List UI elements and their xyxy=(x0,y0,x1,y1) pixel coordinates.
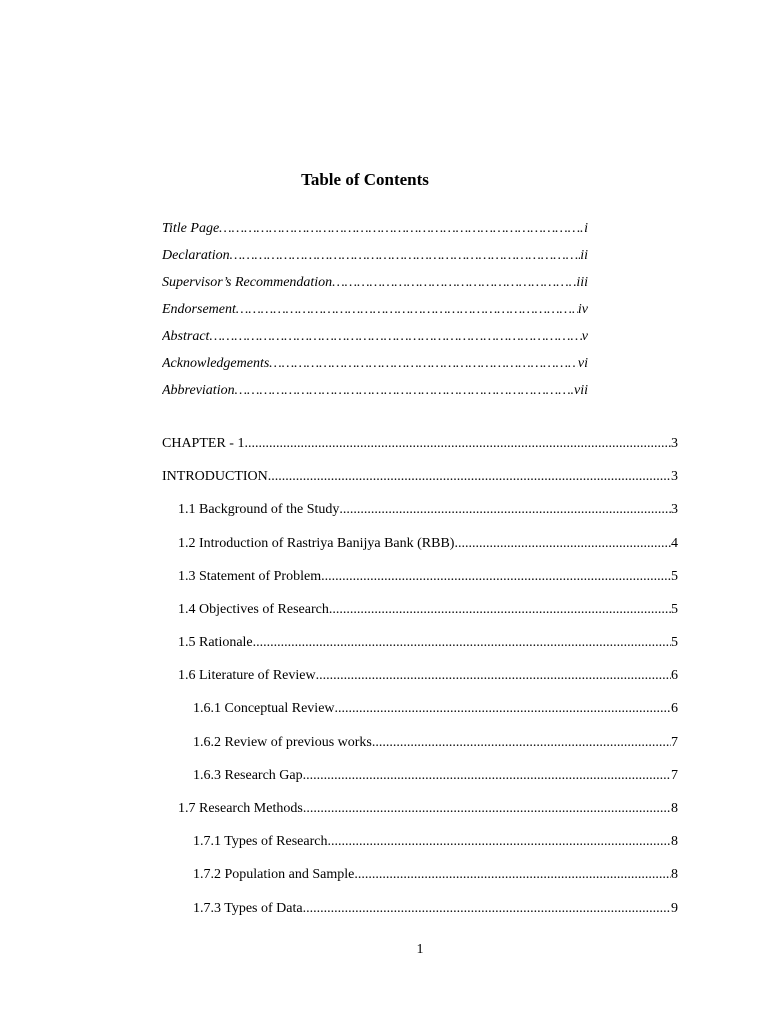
dot-leader xyxy=(303,767,671,785)
dot-leader xyxy=(269,355,578,373)
dot-leader xyxy=(230,247,581,265)
dot-leader xyxy=(236,301,578,319)
toc-entry-label: 1.4 Objectives of Research xyxy=(178,602,329,617)
toc-entry-label: INTRODUCTION xyxy=(162,469,268,484)
toc-page-number: 7 xyxy=(671,735,678,750)
toc-section-1-6-3[interactable] xyxy=(193,767,678,785)
dot-leader xyxy=(235,382,574,400)
toc-page-number: ii xyxy=(580,248,588,263)
dot-leader xyxy=(316,667,671,685)
toc-front-endorsement[interactable] xyxy=(162,301,588,319)
dot-leader xyxy=(354,866,671,884)
toc-page-number: iv xyxy=(577,302,588,317)
toc-entry-label: 1.7 Research Methods xyxy=(178,801,303,816)
toc-page-number: 3 xyxy=(671,436,678,451)
dot-leader xyxy=(303,900,671,918)
toc-section-1-6-1[interactable] xyxy=(193,700,678,718)
toc-entry-label: 1.6.3 Research Gap xyxy=(193,768,303,783)
toc-entry-label: 1.5 Rationale xyxy=(178,635,253,650)
toc-section-1-6-2[interactable] xyxy=(193,734,678,752)
dot-leader xyxy=(372,734,671,752)
toc-page-number: 7 xyxy=(671,768,678,783)
dot-leader xyxy=(268,468,671,486)
toc-page-number: 3 xyxy=(671,502,678,517)
toc-front-title-page[interactable] xyxy=(162,220,588,238)
dot-leader xyxy=(327,833,671,851)
toc-front-declaration[interactable] xyxy=(162,247,588,265)
toc-section-1-1[interactable] xyxy=(178,501,678,519)
toc-introduction[interactable] xyxy=(162,468,678,486)
dot-leader xyxy=(335,700,671,718)
toc-entry-label: 1.7.1 Types of Research xyxy=(193,834,328,849)
dot-leader xyxy=(303,800,671,818)
toc-entry-label: Abstract xyxy=(162,329,210,344)
toc-front-abstract[interactable] xyxy=(162,328,588,346)
dot-leader xyxy=(253,634,671,652)
toc-entry-label: Abbreviation xyxy=(162,383,235,398)
toc-front-supervisors-recommendation[interactable] xyxy=(162,274,588,292)
toc-page-number: 8 xyxy=(671,801,678,816)
dot-leader xyxy=(329,601,671,619)
toc-page-number: 3 xyxy=(671,469,678,484)
toc-entry-label: Endorsement xyxy=(162,302,236,317)
toc-entry-label: 1.3 Statement of Problem xyxy=(178,569,322,584)
toc-entry-label: Declaration xyxy=(162,248,230,263)
toc-front-acknowledgements[interactable] xyxy=(162,355,588,373)
toc-entry-label: 1.7.3 Types of Data xyxy=(193,901,303,916)
toc-entry-label: Acknowledgements xyxy=(162,356,270,371)
dot-leader xyxy=(339,501,671,519)
toc-section-1-2[interactable] xyxy=(178,535,678,553)
toc-entry-label: Title Page xyxy=(162,221,220,236)
toc-entry-label: 1.6.1 Conceptual Review xyxy=(193,701,335,716)
toc-front-abbreviation[interactable] xyxy=(162,382,588,400)
dot-leader xyxy=(332,274,576,292)
toc-chapter-1[interactable] xyxy=(162,435,678,453)
toc-page-number: v xyxy=(581,329,588,344)
toc-entry-label: 1.2 Introduction of Rastriya Banijya Bank (RBB) xyxy=(178,536,455,551)
toc-section-1-6[interactable] xyxy=(178,667,678,685)
toc-page-number: 8 xyxy=(671,867,678,882)
dot-leader xyxy=(219,220,584,238)
toc-section-1-7-1[interactable] xyxy=(193,833,678,851)
toc-entry-label: 1.6 Literature of Review xyxy=(178,668,316,683)
toc-page-number: 8 xyxy=(671,834,678,849)
toc-page-number: 5 xyxy=(671,635,678,650)
page-number-footer: 1 xyxy=(416,942,424,957)
toc-entry-label: CHAPTER - 1 xyxy=(162,436,245,451)
dot-leader xyxy=(321,568,671,586)
toc-page-number: 5 xyxy=(671,569,678,584)
dot-leader xyxy=(209,328,581,346)
toc-section-1-4[interactable] xyxy=(178,601,678,619)
toc-page-number: i xyxy=(584,221,588,236)
toc-section-1-5[interactable] xyxy=(178,634,678,652)
toc-page-number: 4 xyxy=(671,536,678,551)
page-title: Table of Contents xyxy=(301,170,429,189)
toc-page-number: vi xyxy=(577,356,588,371)
toc-section-1-7-2[interactable] xyxy=(193,866,678,884)
toc-section-1-3[interactable] xyxy=(178,568,678,586)
toc-section-1-7[interactable] xyxy=(178,800,678,818)
toc-entry-label: 1.1 Background of the Study xyxy=(178,502,340,517)
toc-entry-label: 1.6.2 Review of previous works xyxy=(193,735,372,750)
toc-page-number: 9 xyxy=(671,901,678,916)
toc-page-number: iii xyxy=(576,275,588,290)
toc-page-number: 6 xyxy=(671,701,678,716)
toc-page-number: 6 xyxy=(671,668,678,683)
dot-leader xyxy=(244,435,671,453)
toc-page-number: vii xyxy=(574,383,588,398)
toc-entry-label: 1.7.2 Population and Sample xyxy=(193,867,355,882)
toc-page-number: 5 xyxy=(671,602,678,617)
toc-section-1-7-3[interactable] xyxy=(193,900,678,918)
toc-entry-label: Supervisor’s Recommendation xyxy=(162,275,333,290)
dot-leader xyxy=(454,535,671,553)
